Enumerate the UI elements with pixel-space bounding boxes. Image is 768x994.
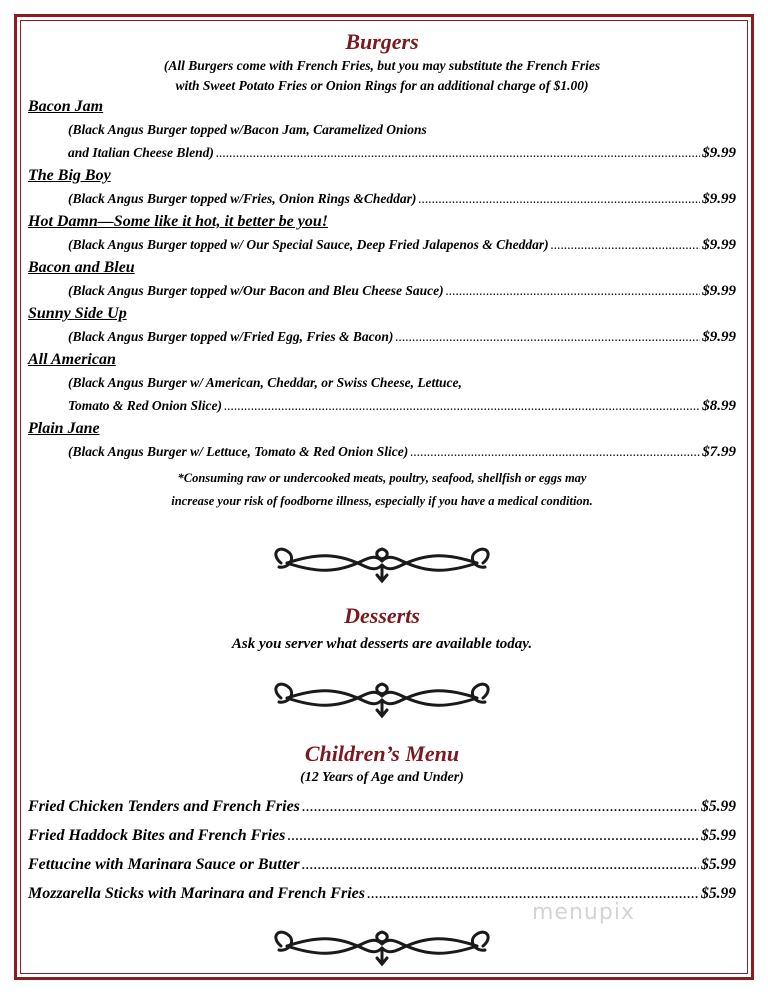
flourish-divider-icon xyxy=(267,539,497,585)
flourish-divider-icon xyxy=(267,922,497,968)
burger-price-line xyxy=(28,141,736,165)
burger-desc: (Black Angus Burger topped w/Bacon Jam, Caramelized Onions xyxy=(68,122,427,137)
burger-price-line xyxy=(28,394,736,418)
food-warning-line1: *Consuming raw or undercooked meats, poultry, seafood, shellfish or eggs may xyxy=(177,471,587,485)
leader-dots xyxy=(302,792,699,821)
desserts-title: Desserts xyxy=(344,603,420,628)
burger-desc: Tomato & Red Onion Slice) xyxy=(68,398,223,413)
burgers-title: Burgers xyxy=(345,29,419,54)
leader-dots xyxy=(395,325,700,348)
burger-price: $7.99 xyxy=(702,444,736,460)
leader-dots xyxy=(216,141,700,164)
leader-dots xyxy=(418,187,700,210)
kids-item xyxy=(28,821,736,850)
burger-price-line xyxy=(28,440,736,464)
burger-tagline: —Some like it hot, it better be you! xyxy=(97,213,329,230)
burger-name: Hot Damn xyxy=(28,213,98,230)
desserts-note: Ask you server what desserts are available today. xyxy=(231,636,533,652)
kids-item-price: $5.99 xyxy=(701,856,736,873)
burger-desc: (Black Angus Burger w/ American, Cheddar, or Swiss Cheese, Lettuce, xyxy=(68,375,462,390)
burger-price: $9.99 xyxy=(702,145,736,161)
burger-price: $9.99 xyxy=(702,329,736,345)
burger-name: Bacon and Bleu xyxy=(28,259,135,276)
kids-subtitle: (12 Years of Age and Under) xyxy=(300,770,464,785)
burger-name: Sunny Side Up xyxy=(28,305,127,322)
kids-item-price: $5.99 xyxy=(701,798,736,815)
leader-dots xyxy=(224,394,700,417)
kids-title: Children’s Menu xyxy=(304,741,460,766)
burger-name: Plain Jane xyxy=(28,420,100,437)
kids-item xyxy=(28,850,736,879)
burgers-note-line1: (All Burgers come with French Fries, but you may substitute the French Fries xyxy=(163,58,601,73)
burger-desc: (Black Angus Burger topped w/ Our Special Sauce, Deep Fried Jalapenos & Cheddar) xyxy=(68,237,549,252)
kids-item-price: $5.99 xyxy=(701,827,736,844)
burgers-note-line2: with Sweet Potato Fries or Onion Rings for an additional charge of $1.00) xyxy=(175,78,589,93)
burger-price-line xyxy=(28,233,736,257)
kids-item-name: Fried Chicken Tenders and French Fries xyxy=(28,798,300,815)
watermark: menupix xyxy=(532,900,635,925)
leader-dots xyxy=(302,850,700,879)
leader-dots xyxy=(410,440,700,463)
kids-item-name: Fried Haddock Bites and French Fries xyxy=(28,827,286,844)
burger-desc: (Black Angus Burger topped w/Fried Egg, Fries & Bacon) xyxy=(68,329,394,344)
leader-dots xyxy=(551,233,701,256)
kids-item-price: $5.99 xyxy=(701,885,736,902)
burger-price: $9.99 xyxy=(702,237,736,253)
burger-desc: (Black Angus Burger w/ Lettuce, Tomato & Red Onion Slice) xyxy=(68,444,409,459)
burger-desc: (Black Angus Burger topped w/Our Bacon and Bleu Cheese Sauce) xyxy=(68,283,444,298)
burger-desc: and Italian Cheese Blend) xyxy=(68,145,214,160)
kids-item-name: Fettucine with Marinara Sauce or Butter xyxy=(28,856,300,873)
burger-price-line xyxy=(28,279,736,303)
leader-dots xyxy=(446,279,701,302)
burger-price: $8.99 xyxy=(702,398,736,414)
burger-price-line xyxy=(28,325,736,349)
burger-name: All American xyxy=(28,351,116,368)
kids-menu-list xyxy=(28,792,736,908)
burger-name: The Big Boy xyxy=(28,167,111,184)
burger-price-line xyxy=(28,187,736,211)
leader-dots xyxy=(287,821,699,850)
kids-item-name: Mozzarella Sticks with Marinara and French Fries xyxy=(28,885,365,902)
food-warning-line2: increase your risk of foodborne illness, especially if you have a medical condition. xyxy=(171,494,593,508)
burger-name-row xyxy=(28,211,736,233)
kids-item xyxy=(28,792,736,821)
burger-price: $9.99 xyxy=(702,191,736,207)
burger-name: Bacon Jam xyxy=(28,98,104,115)
menu-page xyxy=(28,24,736,968)
burger-desc: (Black Angus Burger topped w/Fries, Onion Rings &Cheddar) xyxy=(68,191,417,206)
burger-price: $9.99 xyxy=(702,283,736,299)
flourish-divider-icon xyxy=(267,674,497,720)
